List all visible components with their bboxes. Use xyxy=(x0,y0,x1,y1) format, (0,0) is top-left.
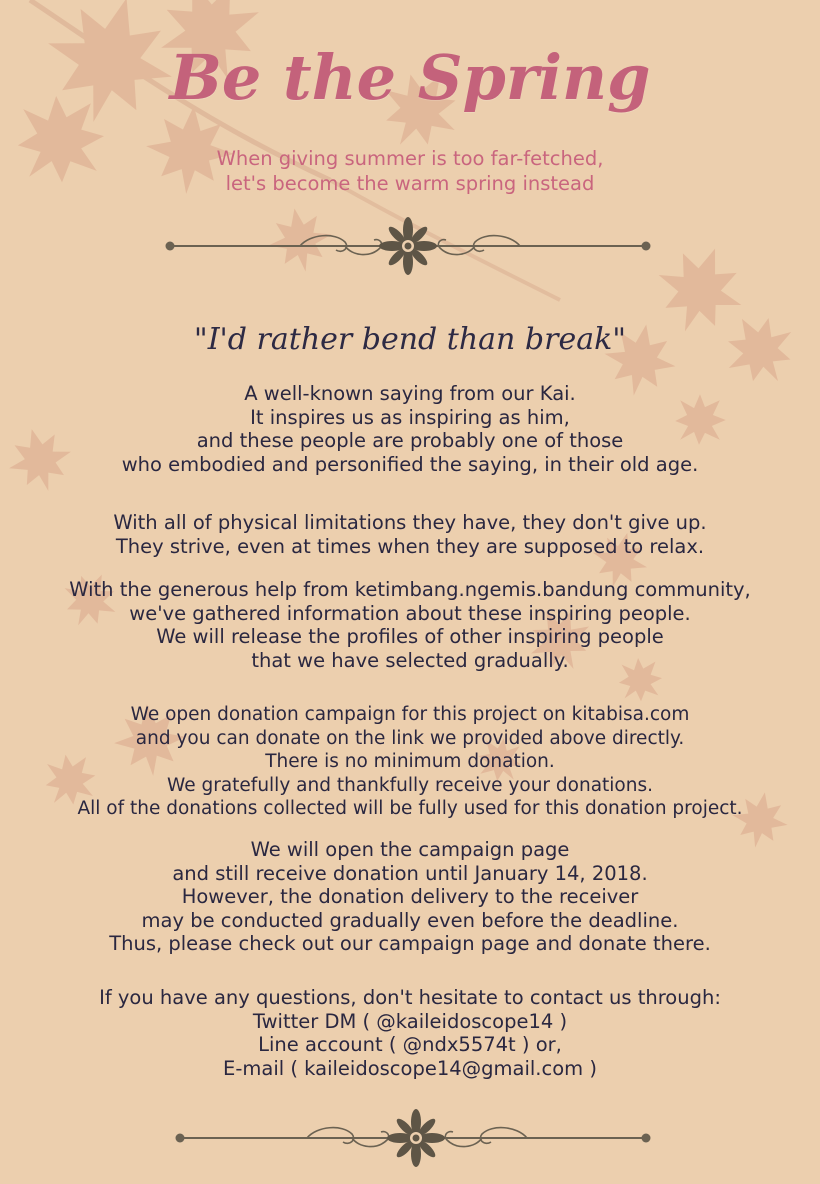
flower-ornament-icon xyxy=(379,217,437,275)
text-line: With the generous help from ketimbang.ngemis.bandung community, xyxy=(69,578,751,601)
text-line: We will release the profiles of other inspiring people xyxy=(156,625,664,648)
paragraph-limitations xyxy=(0,511,820,558)
text-line: Thus, please check out our campaign page and donate there. xyxy=(109,932,711,955)
quote-heading: "I'd rather bend than break" xyxy=(193,322,627,357)
paragraph-donation xyxy=(0,703,820,821)
text-line: we've gathered information about these inspiring people. xyxy=(129,601,691,625)
paragraph-contact xyxy=(0,986,820,1080)
text-line: A well-known saying from our Kai. xyxy=(244,382,576,405)
contact-line: Line account ( @ndx5574t ) or, xyxy=(258,1033,562,1056)
text-line: With all of physical limitations they have, they don't give up. xyxy=(113,511,707,534)
paragraph-campaign xyxy=(0,838,820,956)
divider-ornament xyxy=(160,216,660,276)
text-line: There is no minimum donation. xyxy=(265,751,555,772)
flower-ornament-icon xyxy=(387,1109,445,1167)
text-line: We gratefully and thankfully receive your donations. xyxy=(167,774,653,796)
text-line: However, the donation delivery to the receiver xyxy=(181,885,639,908)
subtitle-line: let's become the warm spring instead xyxy=(225,172,595,195)
text-line: They strive, even at times when they are supposed to relax. xyxy=(115,534,705,558)
divider-ornament-bottom xyxy=(172,1108,672,1168)
text-line: who embodied and personified the saying, in their old age. xyxy=(121,452,699,476)
page-title: Be the Spring xyxy=(169,41,651,114)
paragraph-intro xyxy=(0,382,820,476)
text-line: We will open the campaign page xyxy=(250,838,570,861)
text-line: that we have selected gradually. xyxy=(251,648,569,672)
contact-email: E-mail ( kaileidoscope14@gmail.com ) xyxy=(223,1056,597,1080)
text-line: We open donation campaign for this project on kitabisa.com xyxy=(130,704,690,725)
text-line: If you have any questions, don't hesitate to contact us through: xyxy=(99,986,721,1009)
contact-twitter: Twitter DM ( @kaileidoscope14 ) xyxy=(252,1009,568,1033)
text-line: may be conducted gradually even before the deadline. xyxy=(141,908,679,932)
text-line: All of the donations collected will be fully used for this donation project. xyxy=(77,798,743,819)
text-line: It inspires us as inspiring as him, xyxy=(250,405,570,429)
subtitle xyxy=(0,146,820,196)
text-line: and you can donate on the link we provided above directly. xyxy=(135,727,685,749)
text-line: and still receive donation until January 14, 2018. xyxy=(172,861,648,885)
subtitle-line: When giving summer is too far-fetched, xyxy=(216,147,604,170)
paragraph-community xyxy=(0,578,820,672)
text-line: and these people are probably one of those xyxy=(196,429,624,452)
